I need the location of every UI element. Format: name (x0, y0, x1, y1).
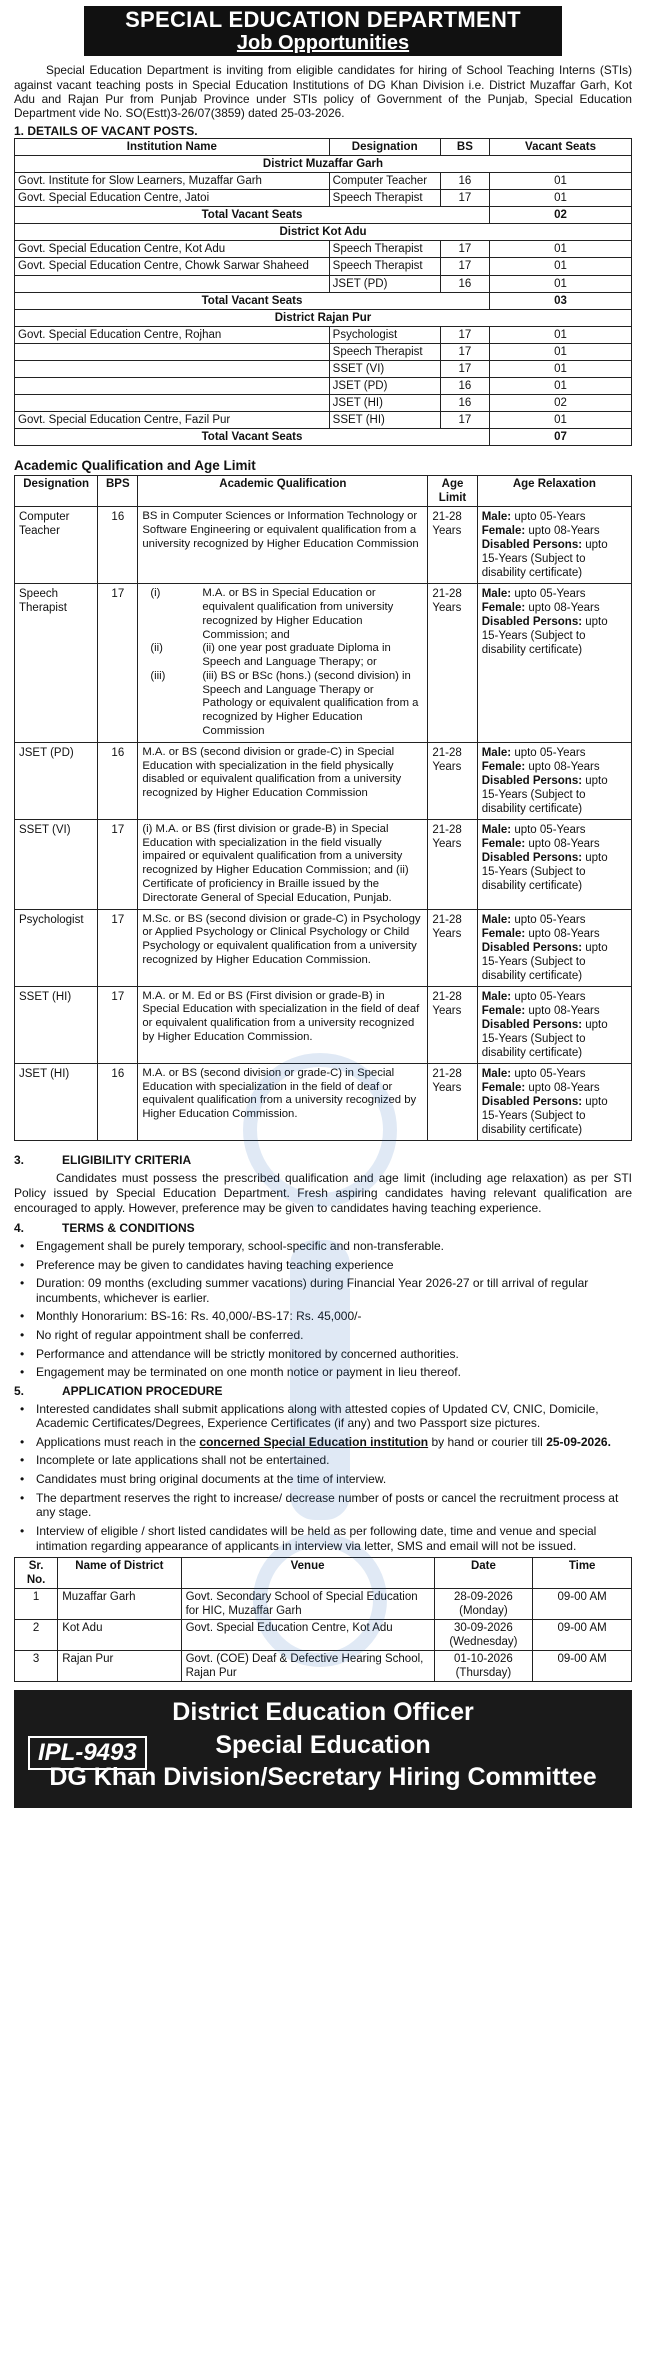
total-row (15, 292, 632, 309)
designation-cell: Speech Therapist (15, 584, 98, 743)
qualification-subitem: (i) M.A. or BS in Special Education or equivalent qualification from university recognized by Higher Education Commission; and (150, 587, 394, 641)
interview-schedule-table (14, 1557, 632, 1682)
designation-cell: Speech Therapist (329, 258, 440, 275)
institution-cell: Govt. Special Education Centre, Kot Adu (15, 241, 330, 258)
footer-division: DG Khan Division/Secretary Hiring Committee (49, 1763, 597, 1792)
designation-cell: JSET (PD) (329, 275, 440, 292)
procedure-list (14, 1402, 632, 1554)
total-value: 03 (490, 292, 632, 309)
list-item: • The department reserves the right to increase/ decrease number of posts or cancel the recruitment process at any stage. (14, 1491, 632, 1520)
academic-header-row (15, 476, 632, 507)
bps-cell: 17 (98, 819, 138, 909)
list-item: • Engagement shall be purely temporary, school-specific and non-transferable. (14, 1239, 632, 1254)
designation-cell: Psychologist (15, 909, 98, 986)
table-row (15, 275, 632, 292)
col-designation: Designation (15, 476, 98, 507)
bs-cell: 16 (440, 394, 489, 411)
bs-cell: 16 (440, 377, 489, 394)
col-qualification: Academic Qualification (138, 476, 428, 507)
list-item: • Preference may be given to candidates having teaching experience (14, 1258, 632, 1273)
table-row (15, 343, 632, 360)
table-row (15, 411, 632, 428)
institution-cell: Govt. Special Education Centre, Fazil Pur (15, 411, 330, 428)
age-relaxation-cell: Male: upto 05-Years Female: upto 08-Years Disabled Persons: upto 15-Years (Subject to disability certificate) (477, 584, 631, 743)
department-title: SPECIAL EDUCATION DEPARTMENT (125, 7, 521, 32)
table-row (15, 1589, 632, 1620)
list-item: • Interested candidates shall submit applications along with attested copies of Updated CV, CNIC, Domicile, Academic Certificates/Degrees, Experience Certificates (if any) and two Passport size pictures. (14, 1402, 632, 1431)
date-cell: 01-10-2026 (Thursday) (434, 1651, 533, 1682)
age-relaxation-cell: Male: upto 05-Years Female: upto 08-Years Disabled Persons: upto 15-Years (Subject to disability certificate) (477, 819, 631, 909)
seats-cell: 01 (490, 326, 632, 343)
bs-cell: 17 (440, 326, 489, 343)
venue-cell: Govt. Secondary School of Special Education for HIC, Muzaffar Garh (181, 1589, 434, 1620)
seats-cell: 01 (490, 190, 632, 207)
vacant-posts-heading: 1. DETAILS OF VACANT POSTS. (14, 123, 198, 138)
col-designation: Designation (329, 139, 440, 156)
total-row (15, 207, 632, 224)
total-label: Total Vacant Seats (15, 207, 490, 224)
institution-cell (15, 360, 330, 377)
table-row (15, 909, 632, 986)
bs-cell: 17 (440, 190, 489, 207)
total-value: 02 (490, 207, 632, 224)
table-row (15, 326, 632, 343)
age-relaxation-cell: Male: upto 05-Years Female: upto 08-Years Disabled Persons: upto 15-Years (Subject to disability certificate) (477, 986, 631, 1063)
bps-cell: 17 (98, 584, 138, 743)
district-row (15, 156, 632, 173)
footer-officer: District Education Officer (172, 1698, 474, 1727)
col-institution: Institution Name (15, 139, 330, 156)
designation-cell: SSET (HI) (15, 986, 98, 1063)
age-limit-cell: 21-28 Years (428, 742, 477, 819)
list-item: • Incomplete or late applications shall not be entertained. (14, 1453, 632, 1468)
seats-cell: 01 (490, 411, 632, 428)
bs-cell: 17 (440, 343, 489, 360)
eligibility-text: Candidates must possess the prescribed qualification and age limit (including age relaxation) as per STI Policy issued by Special Education Department. Fresh aspiring candidates having relevant qualification are encouraged to apply. However, preference may be given to candidates having teaching experience. (14, 1171, 632, 1215)
designation-cell: Psychologist (329, 326, 440, 343)
seats-cell: 01 (490, 173, 632, 190)
list-item: • Performance and attendance will be strictly monitored by concerned authorities. (14, 1347, 632, 1362)
venue-cell: Govt. Special Education Centre, Kot Adu (181, 1620, 434, 1651)
age-limit-cell: 21-28 Years (428, 819, 477, 909)
bps-cell: 17 (98, 909, 138, 986)
institution-cell: Govt. Special Education Centre, Rojhan (15, 326, 330, 343)
age-relaxation-cell: Male: upto 05-Years Female: upto 08-Years Disabled Persons: upto 15-Years (Subject to disability certificate) (477, 742, 631, 819)
table-row (15, 394, 632, 411)
age-limit-cell: 21-28 Years (428, 507, 477, 584)
list-item: • Duration: 09 months (excluding summer vacations) during Financial Year 2026-27 or till arrival of regular incumbents, whichever is earlier. (14, 1276, 632, 1305)
list-item: • Interview of eligible / short listed candidates will be held as per following date, time and venue and special intimation regarding appearance of applicants in interview via letter, SMS and email will not be issued. (14, 1524, 632, 1553)
age-relaxation-cell: Male: upto 05-Years Female: upto 08-Years Disabled Persons: upto 15-Years (Subject to disability certificate) (477, 1063, 631, 1140)
qualification-cell: BS in Computer Sciences or Information Technology or Software Engineering or equivalent qualification from a university recognized by Higher Education Commission (138, 507, 428, 584)
terms-list (14, 1239, 632, 1380)
vacant-header-row (15, 139, 632, 156)
list-item: • No right of regular appointment shall be conferred. (14, 1328, 632, 1343)
bps-cell: 17 (98, 986, 138, 1063)
qualification-cell: M.A. or BS (second division or grade-C) in Special Education with specialization in the field of deaf or equivalent qualification from a university recognized by Higher Education Commission. (138, 1063, 428, 1140)
institution-cell (15, 377, 330, 394)
bs-cell: 16 (440, 173, 489, 190)
job-opportunities-title: Job Opportunities (236, 32, 410, 55)
age-relaxation-cell: Male: upto 05-Years Female: upto 08-Years Disabled Persons: upto 15-Years (Subject to disability certificate) (477, 507, 631, 584)
total-value: 07 (490, 428, 632, 445)
header-banner (84, 6, 562, 56)
qualification-cell: (i) M.A. or BS (first division or grade-B) in Special Education with specialization in the field visually impaired or equivalent qualification from a university recognized by Higher Education Commission; and (ii) Certificate of proficiency in Braille issued by the Directorate General of Special Education, Punjab. (138, 819, 428, 909)
table-row (15, 190, 632, 207)
table-row (15, 1651, 632, 1682)
district-cell: Rajan Pur (58, 1651, 181, 1682)
eligibility-heading: 3. ELIGIBILITY CRITERIA (14, 1152, 192, 1167)
sr-cell: 2 (15, 1620, 58, 1651)
table-row (15, 1063, 632, 1140)
academic-heading: Academic Qualification and Age Limit (14, 457, 256, 473)
sr-cell: 1 (15, 1589, 58, 1620)
time-cell: 09-00 AM (533, 1620, 632, 1651)
seats-cell: 01 (490, 343, 632, 360)
district-row (15, 224, 632, 241)
district-name: District Muzaffar Garh (15, 156, 632, 173)
institution-cell (15, 275, 330, 292)
table-row (15, 173, 632, 190)
col-age-limit: Age Limit (428, 476, 477, 507)
intro-paragraph: Special Education Department is inviting from eligible candidates for hiring of School Teaching Interns (STIs) against vacant teaching posts in Special Education Institutions of DG Khan Division i.e. District Muzaffar Garh, Kot Adu and Rajan Pur from Punjab Province under STIs policy of Government of the Punjab, Special Education Department vide No. SO(Estt)3-26/07(3859) dated 25-03-2026. (14, 63, 632, 121)
total-row (15, 428, 632, 445)
academic-table (14, 475, 632, 1141)
qualification-cell (138, 584, 428, 743)
designation-cell: JSET (PD) (15, 742, 98, 819)
designation-cell: SSET (HI) (329, 411, 440, 428)
list-item: • Monthly Honorarium: BS-16: Rs. 40,000/-BS-17: Rs. 45,000/- (14, 1309, 632, 1324)
institution-cell: Govt. Special Education Centre, Chowk Sarwar Shaheed (15, 258, 330, 275)
designation-cell: Computer Teacher (329, 173, 440, 190)
list-item: • Applications must reach in the concerned Special Education institution by hand or courier till 25-09-2026. (14, 1435, 632, 1450)
qualification-subitem: (iii) (iii) BS or BSc (hons.) (second division) in Speech and Language Therapy or Pathology or equivalent qualification from a recognized by Higher Education Commission (150, 669, 419, 738)
list-item: • Candidates must bring original documents at the time of interview. (14, 1472, 632, 1487)
table-row (15, 360, 632, 377)
institution-cell: Govt. Institute for Slow Learners, Muzaffar Garh (15, 173, 330, 190)
district-cell: Kot Adu (58, 1620, 181, 1651)
bs-cell: 16 (440, 275, 489, 292)
footer-signature-block (14, 1690, 632, 1808)
qualification-cell: M.A. or M. Ed or BS (First division or grade-B) in Special Education with specialization in the field of deaf or equivalent qualification from a university recognized by Higher Education Commission. (138, 986, 428, 1063)
time-cell: 09-00 AM (533, 1651, 632, 1682)
age-limit-cell: 21-28 Years (428, 1063, 477, 1140)
procedure-heading: 5. APPLICATION PROCEDURE (14, 1383, 223, 1398)
sr-cell: 3 (15, 1651, 58, 1682)
seats-cell: 01 (490, 241, 632, 258)
district-cell: Muzaffar Garh (58, 1589, 181, 1620)
footer-special-education: Special Education (215, 1730, 431, 1759)
date-cell: 30-09-2026 (Wednesday) (434, 1620, 533, 1651)
qualification-cell: M.A. or BS (second division or grade-C) in Special Education with specialization in the field physically disabled or equivalent qualification from a university recognized by Higher Education Commission (138, 742, 428, 819)
designation-cell: JSET (HI) (329, 394, 440, 411)
age-limit-cell: 21-28 Years (428, 909, 477, 986)
vacant-posts-table (14, 138, 632, 445)
venue-cell: Govt. (COE) Deaf & Defective Hearing School, Rajan Pur (181, 1651, 434, 1682)
seats-cell: 01 (490, 360, 632, 377)
district-name: District Rajan Pur (15, 309, 632, 326)
col-bs: BS (440, 139, 489, 156)
date-cell: 28-09-2026 (Monday) (434, 1589, 533, 1620)
table-row (15, 986, 632, 1063)
designation-cell: JSET (PD) (329, 377, 440, 394)
table-row (15, 819, 632, 909)
table-row (15, 507, 632, 584)
table-row (15, 377, 632, 394)
age-limit-cell: 21-28 Years (428, 986, 477, 1063)
institution-cell: Govt. Special Education Centre, Jatoi (15, 190, 330, 207)
bps-cell: 16 (98, 742, 138, 819)
interview-header-row: Sr. No. Name of District Venue Date Time (15, 1558, 632, 1589)
total-label: Total Vacant Seats (15, 292, 490, 309)
bs-cell: 17 (440, 241, 489, 258)
district-row (15, 309, 632, 326)
qualification-cell: M.Sc. or BS (second division or grade-C) in Psychology or Applied Psychology or Clinical Psychology or Child Psychology or equivalent qualification from a university recognized by Higher Education Commission. (138, 909, 428, 986)
time-cell: 09-00 AM (533, 1589, 632, 1620)
designation-cell: Speech Therapist (329, 343, 440, 360)
bps-cell: 16 (98, 1063, 138, 1140)
seats-cell: 02 (490, 394, 632, 411)
bps-cell: 16 (98, 507, 138, 584)
institution-cell (15, 394, 330, 411)
total-label: Total Vacant Seats (15, 428, 490, 445)
col-vacant-seats: Vacant Seats (490, 139, 632, 156)
table-row (15, 1620, 632, 1651)
bs-cell: 17 (440, 360, 489, 377)
terms-heading: 4. TERMS & CONDITIONS (14, 1221, 195, 1236)
seats-cell: 01 (490, 377, 632, 394)
table-row (15, 241, 632, 258)
table-row (15, 258, 632, 275)
designation-cell: Speech Therapist (329, 190, 440, 207)
designation-cell: Speech Therapist (329, 241, 440, 258)
designation-cell: JSET (HI) (15, 1063, 98, 1140)
bs-cell: 17 (440, 258, 489, 275)
age-limit-cell: 21-28 Years (428, 584, 477, 743)
designation-cell: SSET (VI) (329, 360, 440, 377)
seats-cell: 01 (490, 275, 632, 292)
district-name: District Kot Adu (15, 224, 632, 241)
institution-cell (15, 343, 330, 360)
seats-cell: 01 (490, 258, 632, 275)
bs-cell: 17 (440, 411, 489, 428)
ipl-number-badge: IPL-9493 (28, 1736, 147, 1769)
col-age-relaxation: Age Relaxation (477, 476, 631, 507)
col-bps: BPS (98, 476, 138, 507)
table-row (15, 742, 632, 819)
table-row (15, 584, 632, 743)
age-relaxation-cell: Male: upto 05-Years Female: upto 08-Years Disabled Persons: upto 15-Years (Subject to disability certificate) (477, 909, 631, 986)
designation-cell: SSET (VI) (15, 819, 98, 909)
list-item: • Engagement may be terminated on one month notice or payment in lieu thereof. (14, 1365, 632, 1380)
qualification-subitem: (ii) (ii) one year post graduate Diploma in Speech and Language Therapy; or (150, 642, 391, 669)
designation-cell: Computer Teacher (15, 507, 98, 584)
